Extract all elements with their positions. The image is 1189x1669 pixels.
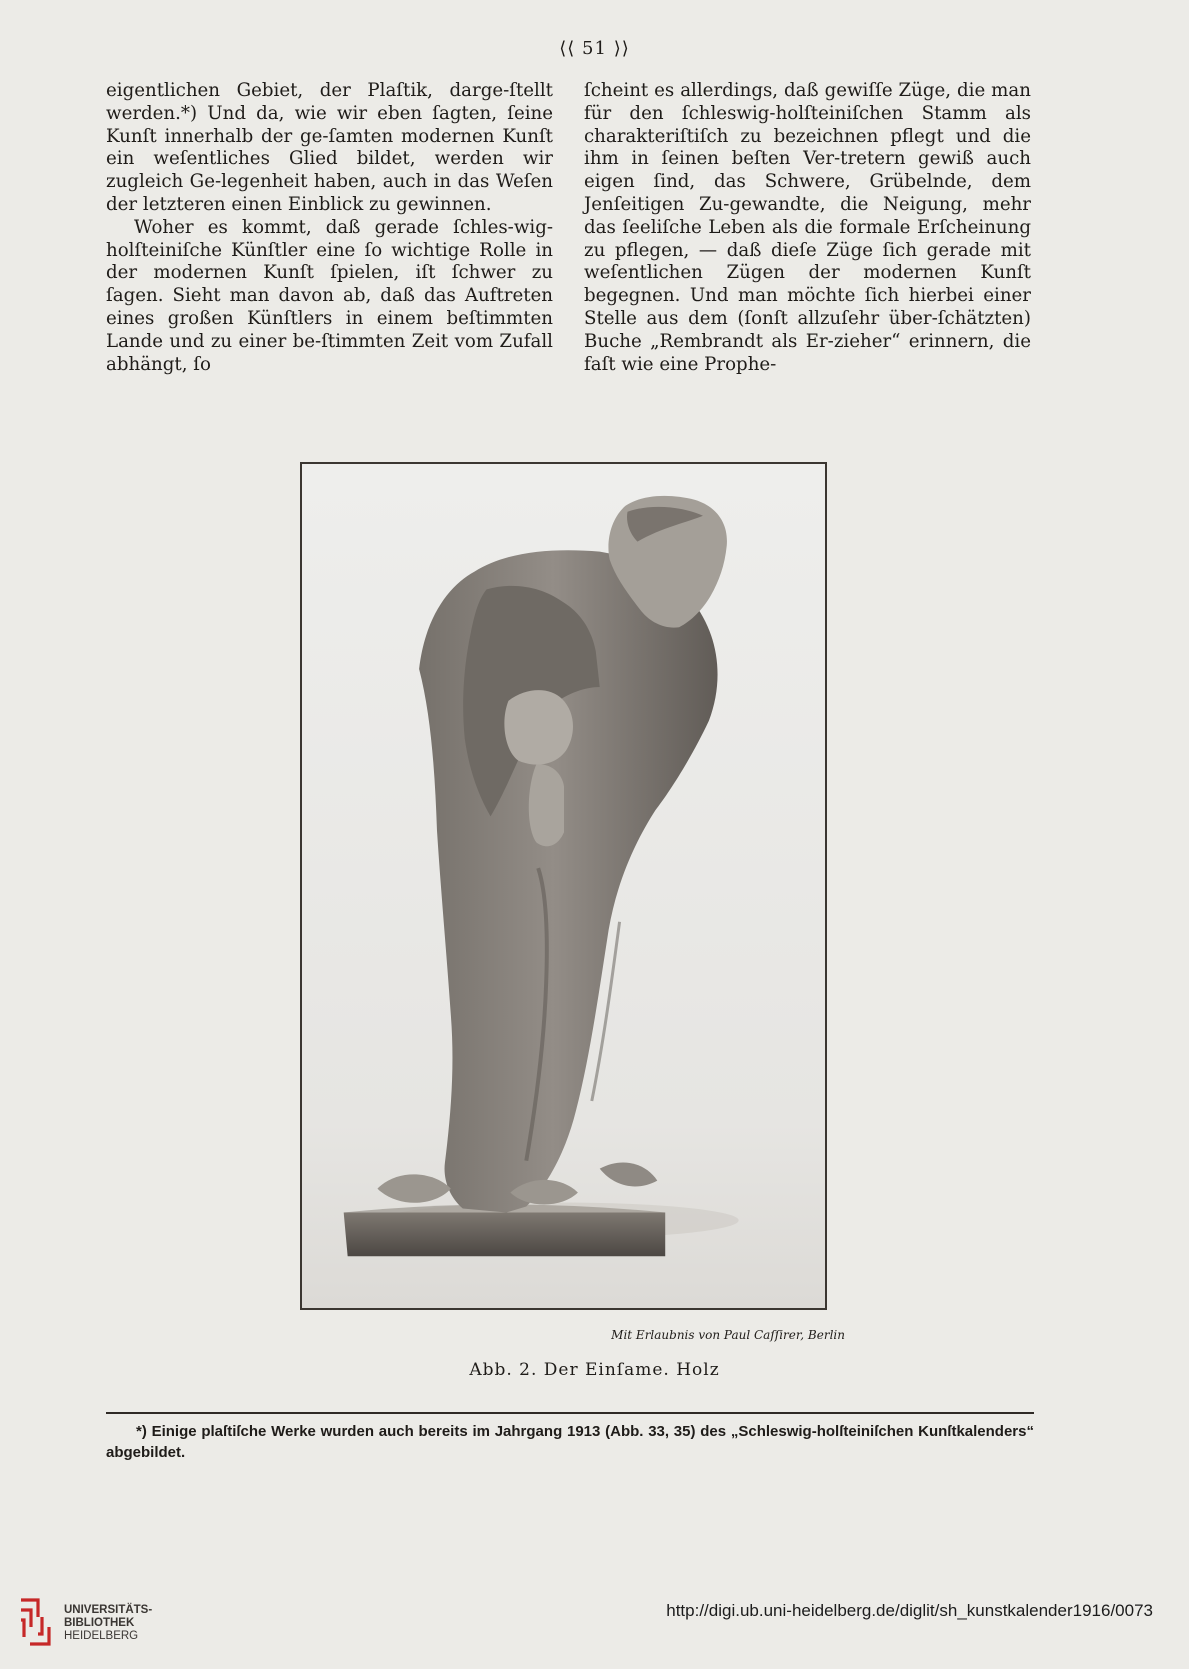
page-number: 51 — [582, 38, 607, 59]
sculpture-image-icon — [302, 464, 825, 1308]
library-name — [64, 1604, 152, 1643]
left-paragraph-1: eigentlichen Gebiet, der Plaſtik, darge-ſtellt werden.*) Und da, wie wir eben ſagten, ſeine Kunſt innerhalb der ge-ſamten modernen Kunſt ein weſentliches Glied bildet, werden wir zugleich Ge-legenheit haben, auch in das Weſen der letzteren einen Einblick zu gewinnen. — [106, 80, 553, 215]
photo-credit: Mit Erlaubnis von Paul Caſſirer, Berlin — [611, 1328, 845, 1342]
page-number-line — [0, 38, 1189, 59]
left-paragraph-2: Woher es kommt, daß gerade ſchles-wig-holſteiniſche Künſtler eine ſo wichtige Rolle in der modernen Kunſt ſpielen, iſt ſchwer zu ſagen. Sieht man davon ab, daß das Auftreten eines großen Künſtlers in einem beſtimmten Lande und zu einer be-ſtimmten Zeit vom Zufall abhängt, ſo — [106, 216, 553, 375]
library-name-line-2: BIBLIOTHEK — [64, 1617, 135, 1629]
library-name-line-3: HEIDELBERG — [64, 1630, 139, 1642]
library-mark-icon — [14, 1596, 56, 1648]
right-text-column — [584, 80, 1031, 376]
sculpture-photograph — [300, 462, 827, 1310]
figure-caption: Abb. 2. Der Einſame. Holz — [469, 1360, 720, 1380]
left-text-column — [106, 80, 553, 376]
page-ornament-left-icon: ⟨⟨ — [559, 38, 576, 59]
library-logo — [14, 1596, 174, 1656]
right-paragraph-1: ſcheint es allerdings, daß gewiſſe Züge, die man für den ſchleswig-holſteiniſchen Stamm als charakteriſtiſch zu bezeichnen pflegt und die ihm in ſeinen beſten Ver-tretern gewiß auch eigen ſind, das Schwere, Grübelnde, dem Jenſeitigen Zu-gewandte, die Neigung, mehr das ſeeliſche Leben als die formale Erſcheinung zu pflegen, — daß dieſe Züge ſich gerade mit weſentlichen Zügen der modernen Kunſt begegnen. Und man möchte ſich hierbei einer Stelle aus dem (ſonſt allzuſehr über-ſchätzten) Buche „Rembrandt als Er-zieher“ erinnern, die faſt wie eine Prophe- — [584, 80, 1031, 375]
footnote-divider — [106, 1412, 1034, 1414]
footnote: *) Einige plaſtiſche Werke wurden auch bereits im Jahrgang 1913 (Abb. 33, 35) des „Schleswig-holſteiniſchen Kunſtkalenders“ abgebildet. — [106, 1423, 1034, 1461]
page-ornament-right-icon: ⟩⟩ — [613, 38, 630, 59]
source-url: http://digi.ub.uni-heidelberg.de/diglit/sh_kunstkalender1916/0073 — [666, 1601, 1153, 1620]
library-name-line-1: UNIVERSITÄTS- — [64, 1604, 153, 1616]
